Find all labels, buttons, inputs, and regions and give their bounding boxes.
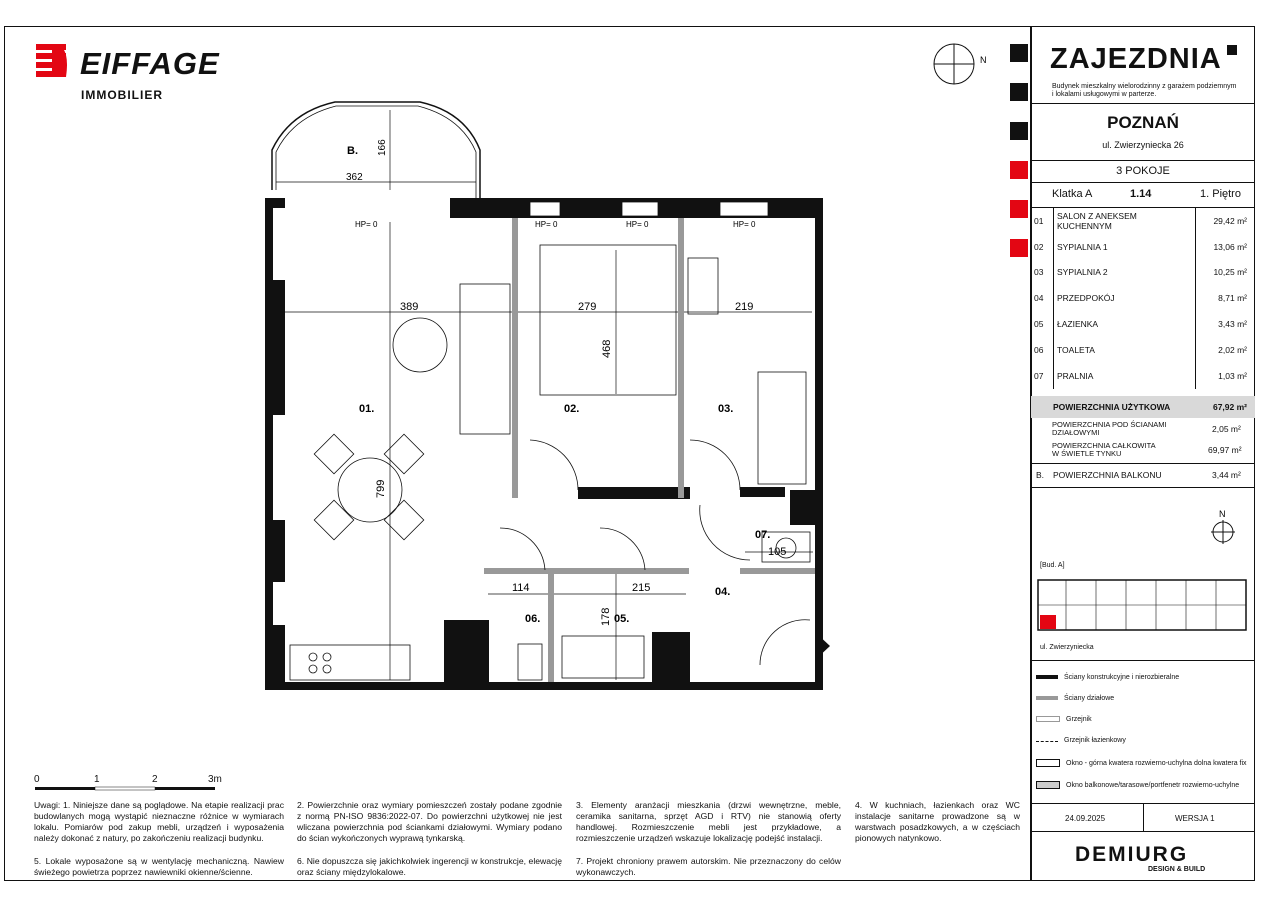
room-05-label: 05. [614, 613, 630, 625]
dim-389: 389 [400, 301, 419, 313]
balcony-label: B. [347, 145, 358, 157]
brand-sub: IMMOBILIER [81, 88, 163, 102]
dim-balcony-depth: 166 [377, 139, 388, 156]
note-4: 4. W kuchniach, łazienkach oraz WC instalacje sanitarne prowadzone są w warstwach posadzkowych, a w częściach pionowych natynkowo. [855, 800, 1020, 843]
street: ul. Zwierzyniecka 26 [1102, 140, 1184, 150]
version: WERSJA 1 [1175, 814, 1215, 823]
unit-number: 1.14 [1130, 188, 1152, 200]
mini-street: ul. Zwierzyniecka [1040, 644, 1094, 651]
dim-114: 114 [512, 582, 530, 594]
legend-structural: Ściany konstrukcyjne i nierozbieralne [1036, 674, 1179, 681]
north-small-icon [1209, 508, 1239, 548]
company-sub: DESIGN & BUILD [1148, 866, 1206, 873]
mini-bud: [Bud. A] [1040, 562, 1065, 569]
room-07-label: 07. [755, 529, 771, 541]
scale-1: 1 [94, 774, 100, 785]
balcony-label: POWIERZCHNIA BALKONU [1053, 470, 1162, 480]
balcony-area: 3,44 m² [1212, 470, 1241, 480]
usable-area-row: POWIERZCHNIA UŻYTKOWA 67,92 m² [1031, 396, 1255, 418]
room-04-label: 04. [715, 586, 731, 598]
staircase: Klatka A [1052, 188, 1093, 200]
dim-799: 799 [375, 479, 387, 498]
table-row: 05 ŁAZIENKA 3,43 m² [1031, 311, 1255, 337]
note-7: 7. Projekt chroniony prawem autorskim. Nie przeznaczony do celów wykonawczych. [576, 856, 841, 877]
title-dot-icon [1227, 45, 1237, 55]
room-01-label: 01. [359, 403, 375, 415]
total-label: POWIERZCHNIA CAŁKOWITA W ŚWIETLE TYNKU [1052, 441, 1156, 458]
walls-area: 2,05 m² [1212, 424, 1241, 434]
legend-bath-radiator: Grzejnik łazienkowy [1036, 737, 1126, 744]
table-row: 07 PRALNIA 1,03 m² [1031, 363, 1255, 389]
dim-279: 279 [578, 301, 597, 313]
dim-215: 215 [632, 582, 651, 594]
table-row: 02 SYPIALNIA 1 13,06 m² [1031, 234, 1255, 260]
north-label: N [980, 55, 987, 65]
scale-2: 2 [152, 774, 158, 785]
edge-marks [1010, 44, 1028, 278]
dim-178: 178 [600, 607, 612, 626]
floor: 1. Piętro [1200, 188, 1241, 200]
svg-text:N: N [1219, 509, 1226, 519]
company-name: DEMIURG [1075, 843, 1189, 866]
room-06-label: 06. [525, 613, 541, 625]
scale-bar [30, 772, 230, 792]
hp-label: HP= 0 [626, 220, 649, 229]
hp-label: HP= 0 [733, 220, 756, 229]
panel-divider [1030, 26, 1032, 881]
table-row: 01 SALON Z ANEKSEM KUCHENNYM 29,42 m² [1031, 208, 1255, 234]
legend-partition: Ściany działowe [1036, 695, 1114, 702]
project-title: ZAJEZDNIA [1050, 43, 1222, 75]
dim-219: 219 [735, 301, 754, 313]
room-03-label: 03. [718, 403, 734, 415]
rooms-table [1031, 208, 1255, 389]
note-5: 5. Lokale wyposażone są w wentylację mechaniczną. Nawiew świeżego powietrza poprzez nawiewniki okienne/ścienne. [34, 856, 284, 877]
note-6: 6. Nie dopuszcza się jakichkolwiek ingerencji w konstrukcje, elewację oraz ściany międzylokalowe. [297, 856, 562, 877]
key-plan [1036, 560, 1251, 640]
project-subtitle: Budynek mieszkalny wielorodzinny z garażem podziemnym i lokalami usługowymi w parterze. [1052, 83, 1237, 98]
structural-walls [265, 198, 823, 690]
note-3: 3. Elementy aranżacji mieszkania (drzwi wewnętrzne, meble, ceramika sanitarna, sprzęt AGD i RTV) nie stanowią oferty handlowej. Rozmieszczenie mebli jest przykładowe, a rozmieszczenie urządzeń wskazuje lokalizację podejść instalacji. [576, 800, 841, 843]
date: 24.09.2025 [1065, 814, 1106, 823]
legend-balcony-window: Okno balkonowe/tarasowe/portfenetr rozwierno-uchylne [1036, 781, 1239, 789]
note-2: 2. Powierzchnie oraz wymiary pomieszczeń zostały podane zgodnie z normą PN-ISO 9836:2022-07. Do powierzchni użytkowej nie jest wliczana powierzchnia pod ściankami działowymi. Wymiary podano do ścian wykończonych wyprawą tynkarską. [297, 800, 562, 843]
table-row: 06 TOALETA 2,02 m² [1031, 337, 1255, 363]
dim-468: 468 [601, 339, 613, 358]
balcony-outline [272, 102, 480, 198]
city: POZNAŃ [1107, 113, 1179, 132]
legend-radiator: Grzejnik [1036, 716, 1092, 723]
scale-3: 3m [208, 774, 222, 785]
total-area: 69,97 m² [1208, 445, 1242, 455]
table-row: 04 PRZEDPOKÓJ 8,71 m² [1031, 285, 1255, 311]
brand-name: EIFFAGE [80, 46, 220, 81]
note-1: Uwagi: 1. Niniejsze dane są poglądowe. Na etapie realizacji prac budowlanych mogą wystąpić nieznaczne różnice w wymiarach lokalu. Pomiarów pod zakup mebli, urządzeń i wyposażenia należy dokonać z natury, po zakończeniu realizacji budynku. [34, 800, 284, 843]
hp-label: HP= 0 [535, 220, 558, 229]
dim-balcony-width: 362 [346, 172, 363, 183]
north-compass-icon [934, 44, 987, 84]
hp-label: HP= 0 [355, 220, 378, 229]
room-02-label: 02. [564, 403, 580, 415]
walls-label: POWIERZCHNIA POD ŚCIANAMI DZIAŁOWYMI [1052, 420, 1167, 437]
balcony-no: B. [1036, 470, 1045, 480]
table-row: 03 SYPIALNIA 2 10,25 m² [1031, 260, 1255, 286]
scale-0: 0 [34, 774, 40, 785]
legend-window: Okno - górna kwatera rozwierno-uchylna dolna kwatera fix [1036, 759, 1247, 767]
dim-105: 105 [768, 546, 787, 558]
rooms-count: 3 POKOJE [1116, 165, 1170, 177]
